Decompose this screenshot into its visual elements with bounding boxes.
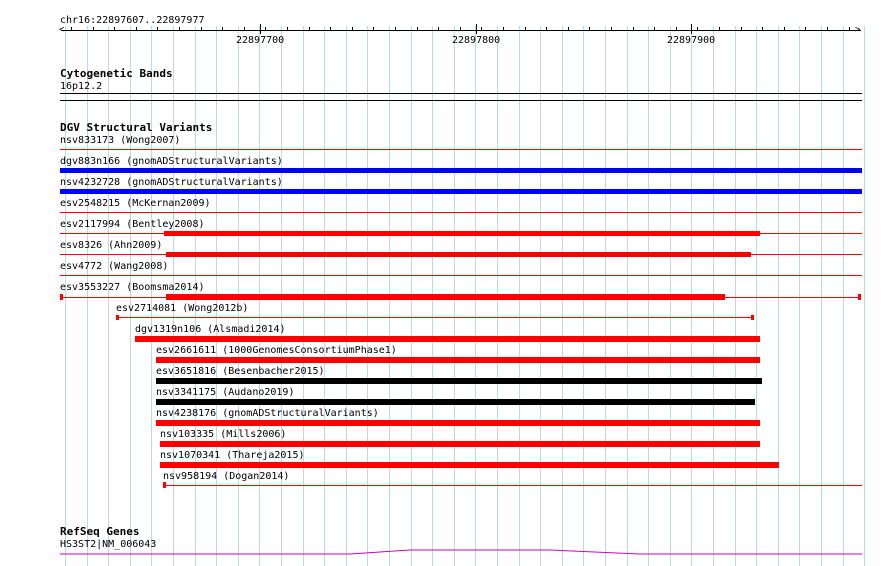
variant-label[interactable]: dgv1319n106 (Alsmadi2014) [135, 324, 286, 335]
variant-feature[interactable] [156, 399, 755, 405]
ruler-minor-tick [438, 27, 439, 31]
variant-feature[interactable] [166, 252, 751, 257]
ruler-minor-tick [460, 27, 461, 31]
grid-line [65, 26, 66, 566]
grid-line [864, 26, 865, 566]
variant-feature[interactable] [60, 189, 862, 194]
variant-feature[interactable] [156, 357, 760, 363]
ruler-minor-tick [589, 27, 590, 31]
ruler-minor-tick [654, 27, 655, 31]
ruler-minor-tick [330, 27, 331, 31]
variant-feature[interactable] [160, 462, 779, 468]
variant-feature[interactable] [116, 317, 754, 318]
variant-feature[interactable] [60, 149, 862, 150]
ruler-minor-tick [697, 27, 698, 31]
ruler-minor-tick [503, 27, 504, 31]
variant-label[interactable]: nsv833173 (Wong2007) [60, 135, 181, 146]
ruler-minor-tick [611, 27, 612, 31]
ruler-minor-tick [179, 27, 180, 31]
ruler-minor-tick [525, 27, 526, 31]
ruler-tick-label: 22897900 [667, 35, 716, 46]
ruler-minor-tick [741, 27, 742, 31]
ruler-tick-label: 22897800 [452, 35, 501, 46]
variant-label[interactable]: esv2714081 (Wong2012b) [116, 303, 249, 314]
variant-feature[interactable] [163, 485, 862, 486]
ruler-minor-tick [568, 27, 569, 31]
variant-label[interactable]: esv2661611 (1000GenomesConsortiumPhase1) [156, 345, 397, 356]
ruler-minor-tick [719, 27, 720, 31]
gene-label[interactable]: HS3ST2|NM_006043 [60, 539, 157, 550]
variant-feature[interactable] [135, 336, 760, 342]
ruler-minor-tick [244, 27, 245, 31]
location-label: chr16:22897607..22897977 [60, 15, 205, 26]
variant-label[interactable]: nsv4238176 (gnomADStructuralVariants) [156, 408, 379, 419]
ruler-minor-tick [309, 27, 310, 31]
ruler-minor-tick [633, 27, 634, 31]
variant-label[interactable]: esv8326 (Ahn2009) [60, 240, 163, 251]
ruler-minor-tick [762, 27, 763, 31]
variant-feature[interactable] [156, 420, 760, 426]
track-title-cytogenetic-bands: Cytogenetic Bands [60, 67, 173, 80]
variant-label[interactable]: esv3553227 (Boomsma2014) [60, 282, 205, 293]
ruler-minor-tick [784, 27, 785, 31]
gene-intron-line [60, 550, 862, 554]
ruler-major-tick [691, 24, 692, 34]
variant-feature[interactable] [60, 212, 862, 213]
track-title-dgv-structural-variants: DGV Structural Variants [60, 121, 213, 134]
variant-feature[interactable] [60, 275, 862, 276]
ruler-minor-tick [352, 27, 353, 31]
ruler-minor-tick [417, 27, 418, 31]
variant-feature [116, 315, 119, 320]
ruler-left-arrow-icon[interactable]: < [59, 25, 65, 35]
track-title-refseq-genes: RefSeq Genes [60, 525, 140, 538]
variant-label[interactable]: dgv883n166 (gnomADStructuralVariants) [60, 156, 283, 167]
grid-line [151, 26, 152, 566]
ruler-minor-tick [93, 27, 94, 31]
variant-feature [60, 294, 63, 300]
ruler-minor-tick [71, 27, 72, 31]
ruler-minor-tick [157, 27, 158, 31]
ruler-major-tick [476, 24, 477, 34]
ruler-minor-tick [849, 27, 850, 31]
variant-feature [858, 294, 861, 300]
ruler-minor-tick [676, 27, 677, 31]
cytoband-label[interactable]: 16p12.2 [60, 81, 103, 92]
grid-line [130, 26, 131, 566]
ruler-minor-tick [481, 27, 482, 31]
ruler-major-tick [260, 24, 261, 34]
ruler-minor-tick [114, 27, 115, 31]
cytoband-line [60, 100, 862, 101]
variant-feature[interactable] [156, 378, 762, 384]
variant-label[interactable]: esv3651816 (Besenbacher2015) [156, 366, 325, 377]
cytoband-line[interactable] [60, 93, 862, 94]
variant-label[interactable]: nsv958194 (Dogan2014) [163, 471, 290, 482]
variant-feature[interactable] [164, 231, 760, 236]
grid-line [108, 26, 109, 566]
variant-label[interactable]: nsv4232728 (gnomADStructuralVariants) [60, 177, 283, 188]
ruler-minor-tick [805, 27, 806, 31]
variant-feature [163, 482, 166, 488]
variant-feature [751, 315, 754, 320]
variant-feature[interactable] [60, 168, 862, 173]
ruler-tick-label: 22897700 [236, 35, 285, 46]
ruler-minor-tick [201, 27, 202, 31]
ruler-minor-tick [827, 27, 828, 31]
variant-label[interactable]: esv2548215 (McKernan2009) [60, 198, 211, 209]
grid-line [87, 26, 88, 566]
ruler-minor-tick [546, 27, 547, 31]
variant-label[interactable]: esv4772 (Wang2008) [60, 261, 169, 272]
variant-feature[interactable] [166, 294, 725, 300]
ruler-minor-tick [373, 27, 374, 31]
variant-label[interactable]: nsv3341175 (Audano2019) [156, 387, 295, 398]
ruler-minor-tick [287, 27, 288, 31]
ruler-minor-tick [222, 27, 223, 31]
variant-label[interactable]: esv2117994 (Bentley2008) [60, 219, 205, 230]
variant-label[interactable]: nsv1070341 (Thareja2015) [160, 450, 305, 461]
variant-label[interactable]: nsv103335 (Mills2006) [160, 429, 287, 440]
ruler-minor-tick [395, 27, 396, 31]
ruler-minor-tick [136, 27, 137, 31]
ruler-right-arrow-icon[interactable]: > [855, 25, 861, 35]
variant-feature[interactable] [160, 441, 760, 447]
ruler-minor-tick [265, 27, 266, 31]
